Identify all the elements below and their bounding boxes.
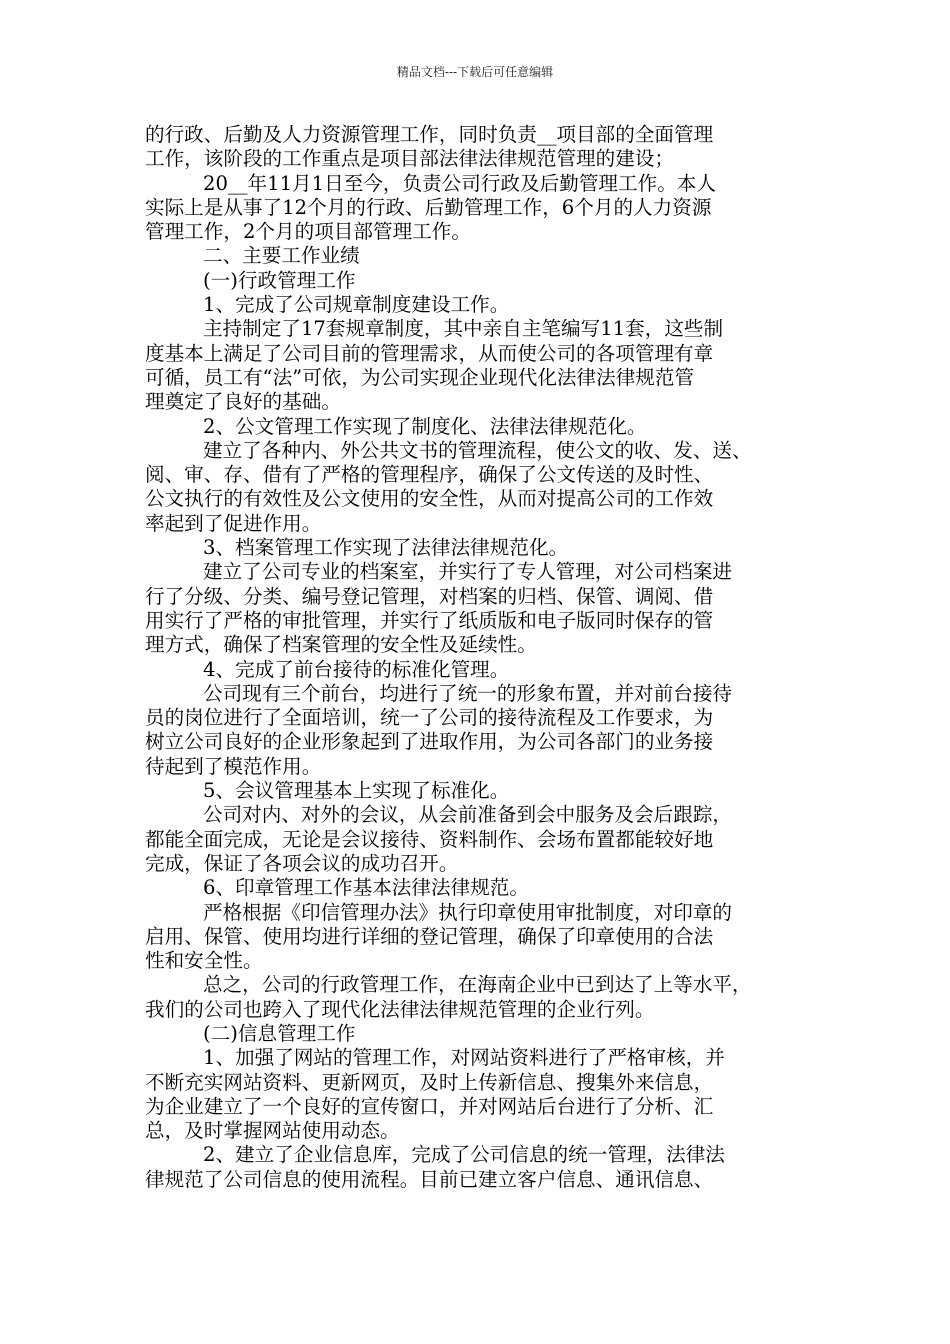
text-line: 5、会议管理基本上实现了标准化。 [203,779,510,803]
text-line: 总之，公司的行政管理工作，在海南企业中已到达了上等水平， [203,973,752,997]
document-body [145,123,809,1192]
text-line: (一)行政管理工作 [203,268,356,292]
text-line: 可循，员工有“法”可依，为公司实现企业现代化法律法律规范管 [145,365,695,389]
text-line: 阅、审、存、借有了严格的管理程序，确保了公文传送的及时性、 [145,463,714,487]
text-line: 1、完成了公司规章制度建设工作。 [203,293,510,317]
text-line: 严格根据《印信管理办法》执行印章使用审批制度，对印章的 [203,900,733,924]
text-line: 建立了公司专业的档案室，并实行了专人管理，对公司档案进 [203,560,733,584]
text-line: 理奠定了良好的基础。 [145,390,341,414]
text-line: 2、建立了企业信息库，完成了公司信息的统一管理，法律法 [203,1143,725,1167]
text-line: 用实行了严格的审批管理，并实行了纸质版和电子版同时保存的管 [145,608,714,632]
text-line: 待起到了模范作用。 [145,754,322,778]
text-line: 员的岗位进行了全面培训，统一了公司的接待流程及工作要求，为 [145,706,714,730]
text-line: (二)信息管理工作 [203,1021,356,1045]
text-line: 实际上是从事了12个月的行政、后勤管理工作，6个月的人力资源 [145,195,712,219]
text-line: 二、主要工作业绩 [203,244,360,268]
text-line: 性和安全性。 [145,949,263,973]
text-line: 树立公司良好的企业形象起到了进取作用，为公司各部门的业务接 [145,730,714,754]
text-line: 我们的公司也跨入了现代化法律法律规范管理的企业行列。 [145,997,655,1021]
text-line: 公文执行的有效性及公文使用的安全性，从而对提高公司的工作效 [145,487,714,511]
text-line: 总，及时掌握网站使用动态。 [145,1119,400,1143]
text-line: 启用、保管、使用均进行详细的登记管理，确保了印章使用的合法 [145,924,714,948]
text-line: 3、档案管理工作实现了法律法律规范化。 [203,536,569,560]
text-line: 2、公文管理工作实现了制度化、法律法律规范化。 [203,414,647,438]
text-line: 1、加强了网站的管理工作，对网站资料进行了严格审核，并 [203,1046,725,1070]
text-line: 不断充实网站资料、更新网页，及时上传新信息、搜集外来信息， [145,1070,714,1094]
text-line: 公司现有三个前台，均进行了统一的形象布置，并对前台接待 [203,681,733,705]
text-line: 率起到了促进作用。 [145,511,322,535]
text-line: 律规范了公司信息的使用流程。目前已建立客户信息、通讯信息、 [145,1167,714,1191]
text-line: 6、印章管理工作基本法律法律规范。 [203,876,529,900]
page-header: 精品文档---下载后可任意编辑 [396,65,554,79]
text-line: 理方式，确保了档案管理的安全性及延续性。 [145,633,537,657]
text-line: 都能全面完成，无论是会议接待、资料制作、会场布置都能较好地 [145,827,714,851]
text-line: 行了分级、分类、编号登记管理，对档案的归档、保管、调阅、借 [145,584,714,608]
text-line: 建立了各种内、外公共文书的管理流程，使公文的收、发、送、 [203,438,752,462]
text-line: 的行政、后勤及人力资源管理工作，同时负责__项目部的全面管理 [145,123,714,146]
text-line: 20__年11月1日至今，负责公司行政及后勤管理工作。本人 [203,171,716,195]
text-line: 工作，该阶段的工作重点是项目部法律法律规范管理的建设； [145,147,675,171]
text-line: 度基本上满足了公司目前的管理需求，从而使公司的各项管理有章 [145,341,714,365]
text-line: 完成，保证了各项会议的成功召开。 [145,851,459,875]
text-line: 公司对内、对外的会议，从会前准备到会中服务及会后跟踪， [203,803,733,827]
text-line: 主持制定了17套规章制度，其中亲自主笔编写11套，这些制 [203,317,724,341]
text-line: 为企业建立了一个良好的宣传窗口，并对网站后台进行了分析、汇 [145,1094,714,1118]
text-line: 4、完成了前台接待的标准化管理。 [203,657,510,681]
text-line: 管理工作，2个月的项目部管理工作。 [145,220,471,244]
